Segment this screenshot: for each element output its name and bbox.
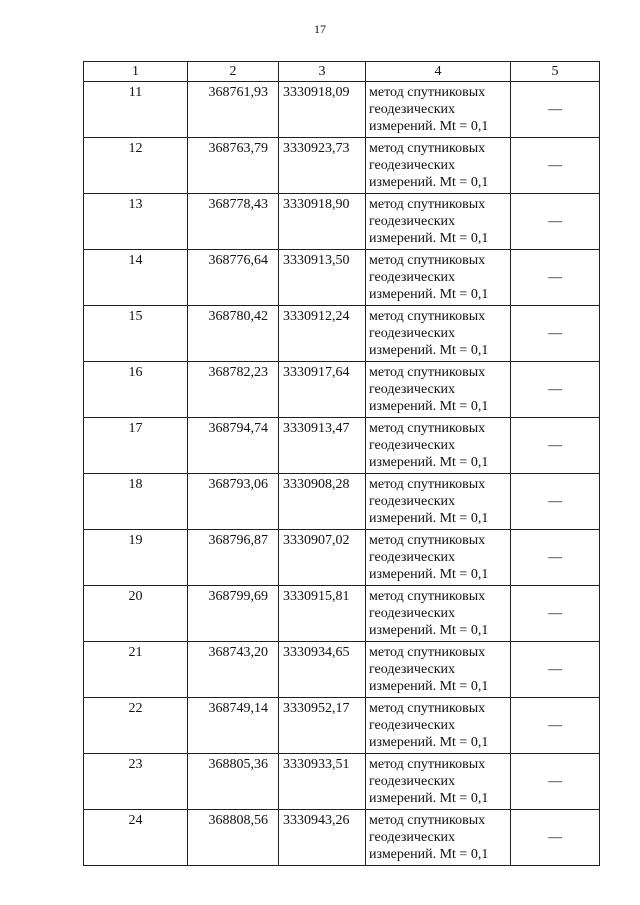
description-cell: — <box>511 642 600 698</box>
table-row <box>84 362 600 418</box>
method-line: измерений. Mt = 0,1 <box>369 343 489 358</box>
description-cell: — <box>511 698 600 754</box>
method-line: метод спутниковых <box>369 309 486 324</box>
x-coordinate-cell: 368778,43 <box>188 194 279 250</box>
method-line: измерений. Mt = 0,1 <box>369 455 489 470</box>
coordinates-table <box>83 61 600 866</box>
description-cell: — <box>511 306 600 362</box>
method-line: геодезических <box>369 494 456 509</box>
x-coordinate-cell: 368780,42 <box>188 306 279 362</box>
point-number-cell: 22 <box>84 698 188 754</box>
method-line: геодезических <box>369 102 456 117</box>
description-cell: — <box>511 810 600 866</box>
y-coordinate-cell: 3330934,65 <box>279 642 366 698</box>
method-line: метод спутниковых <box>369 477 486 492</box>
method-line: измерений. Mt = 0,1 <box>369 287 489 302</box>
description-cell: — <box>511 418 600 474</box>
x-coordinate-cell: 368749,14 <box>188 698 279 754</box>
method-line: измерений. Mt = 0,1 <box>369 735 489 750</box>
point-number-cell: 13 <box>84 194 188 250</box>
method-line: геодезических <box>369 158 456 173</box>
method-line: метод спутниковых <box>369 813 486 828</box>
point-number-cell: 16 <box>84 362 188 418</box>
method-line: измерений. Mt = 0,1 <box>369 567 489 582</box>
x-coordinate-cell: 368776,64 <box>188 250 279 306</box>
method-line: геодезических <box>369 550 456 565</box>
method-cell <box>366 586 511 642</box>
method-line: метод спутниковых <box>369 645 486 660</box>
method-line: метод спутниковых <box>369 533 486 548</box>
method-line: метод спутниковых <box>369 197 486 212</box>
x-coordinate-cell: 368794,74 <box>188 418 279 474</box>
x-coordinate-cell: 368793,06 <box>188 474 279 530</box>
method-line: измерений. Mt = 0,1 <box>369 119 489 134</box>
column-header-method: 4 <box>366 62 511 82</box>
method-cell <box>366 82 511 138</box>
method-line: геодезических <box>369 662 456 677</box>
x-coordinate-cell: 368782,23 <box>188 362 279 418</box>
point-number-cell: 19 <box>84 530 188 586</box>
point-number-cell: 18 <box>84 474 188 530</box>
y-coordinate-cell: 3330918,90 <box>279 194 366 250</box>
method-line: измерений. Mt = 0,1 <box>369 791 489 806</box>
method-cell <box>366 810 511 866</box>
method-cell <box>366 250 511 306</box>
y-coordinate-cell: 3330917,64 <box>279 362 366 418</box>
y-coordinate-cell: 3330933,51 <box>279 754 366 810</box>
y-coordinate-cell: 3330908,28 <box>279 474 366 530</box>
point-number-cell: 11 <box>84 82 188 138</box>
y-coordinate-cell: 3330943,26 <box>279 810 366 866</box>
point-number-cell: 20 <box>84 586 188 642</box>
x-coordinate-cell: 368808,56 <box>188 810 279 866</box>
point-number-cell: 23 <box>84 754 188 810</box>
method-line: метод спутниковых <box>369 365 486 380</box>
description-cell: — <box>511 586 600 642</box>
y-coordinate-cell: 3330918,09 <box>279 82 366 138</box>
table-header-row <box>84 62 600 82</box>
column-header-description: 5 <box>511 62 600 82</box>
table-row <box>84 810 600 866</box>
method-line: геодезических <box>369 270 456 285</box>
table-row <box>84 194 600 250</box>
method-line: геодезических <box>369 830 456 845</box>
table-row <box>84 474 600 530</box>
point-number-cell: 14 <box>84 250 188 306</box>
y-coordinate-cell: 3330923,73 <box>279 138 366 194</box>
method-cell <box>366 754 511 810</box>
description-cell: — <box>511 754 600 810</box>
x-coordinate-cell: 368761,93 <box>188 82 279 138</box>
y-coordinate-cell: 3330912,24 <box>279 306 366 362</box>
table-row <box>84 138 600 194</box>
method-line: геодезических <box>369 606 456 621</box>
method-line: измерений. Mt = 0,1 <box>369 399 489 414</box>
y-coordinate-cell: 3330907,02 <box>279 530 366 586</box>
description-cell: — <box>511 474 600 530</box>
method-cell <box>366 418 511 474</box>
method-cell <box>366 138 511 194</box>
table-row <box>84 642 600 698</box>
method-line: измерений. Mt = 0,1 <box>369 231 489 246</box>
point-number-cell: 12 <box>84 138 188 194</box>
method-line: метод спутниковых <box>369 701 486 716</box>
point-number-cell: 15 <box>84 306 188 362</box>
description-cell: — <box>511 530 600 586</box>
table-row <box>84 754 600 810</box>
method-line: метод спутниковых <box>369 85 486 100</box>
description-cell: — <box>511 82 600 138</box>
x-coordinate-cell: 368796,87 <box>188 530 279 586</box>
method-line: метод спутниковых <box>369 141 486 156</box>
x-coordinate-cell: 368743,20 <box>188 642 279 698</box>
method-line: метод спутниковых <box>369 253 486 268</box>
table-row <box>84 82 600 138</box>
method-cell <box>366 306 511 362</box>
method-line: измерений. Mt = 0,1 <box>369 847 489 862</box>
column-header-point-number: 1 <box>84 62 188 82</box>
table-row <box>84 418 600 474</box>
y-coordinate-cell: 3330913,50 <box>279 250 366 306</box>
table-row <box>84 250 600 306</box>
method-line: метод спутниковых <box>369 421 486 436</box>
column-header-x-coordinate: 2 <box>188 62 279 82</box>
x-coordinate-cell: 368799,69 <box>188 586 279 642</box>
table-row <box>84 306 600 362</box>
method-cell <box>366 362 511 418</box>
table-row <box>84 530 600 586</box>
method-cell <box>366 698 511 754</box>
description-cell: — <box>511 250 600 306</box>
table-row <box>84 698 600 754</box>
y-coordinate-cell: 3330915,81 <box>279 586 366 642</box>
column-header-y-coordinate: 3 <box>279 62 366 82</box>
method-line: измерений. Mt = 0,1 <box>369 175 489 190</box>
method-line: геодезических <box>369 718 456 733</box>
point-number-cell: 24 <box>84 810 188 866</box>
y-coordinate-cell: 3330952,17 <box>279 698 366 754</box>
method-line: геодезических <box>369 326 456 341</box>
table-row <box>84 586 600 642</box>
x-coordinate-cell: 368805,36 <box>188 754 279 810</box>
method-line: геодезических <box>369 214 456 229</box>
method-line: метод спутниковых <box>369 757 486 772</box>
x-coordinate-cell: 368763,79 <box>188 138 279 194</box>
method-cell <box>366 474 511 530</box>
description-cell: — <box>511 138 600 194</box>
method-line: геодезических <box>369 382 456 397</box>
method-cell <box>366 642 511 698</box>
point-number-cell: 21 <box>84 642 188 698</box>
method-line: геодезических <box>369 774 456 789</box>
page-number: 17 <box>314 22 326 36</box>
description-cell: — <box>511 194 600 250</box>
y-coordinate-cell: 3330913,47 <box>279 418 366 474</box>
method-line: метод спутниковых <box>369 589 486 604</box>
point-number-cell: 17 <box>84 418 188 474</box>
method-line: геодезических <box>369 438 456 453</box>
method-cell <box>366 194 511 250</box>
method-line: измерений. Mt = 0,1 <box>369 679 489 694</box>
description-cell: — <box>511 362 600 418</box>
method-line: измерений. Mt = 0,1 <box>369 511 489 526</box>
method-line: измерений. Mt = 0,1 <box>369 623 489 638</box>
method-cell <box>366 530 511 586</box>
